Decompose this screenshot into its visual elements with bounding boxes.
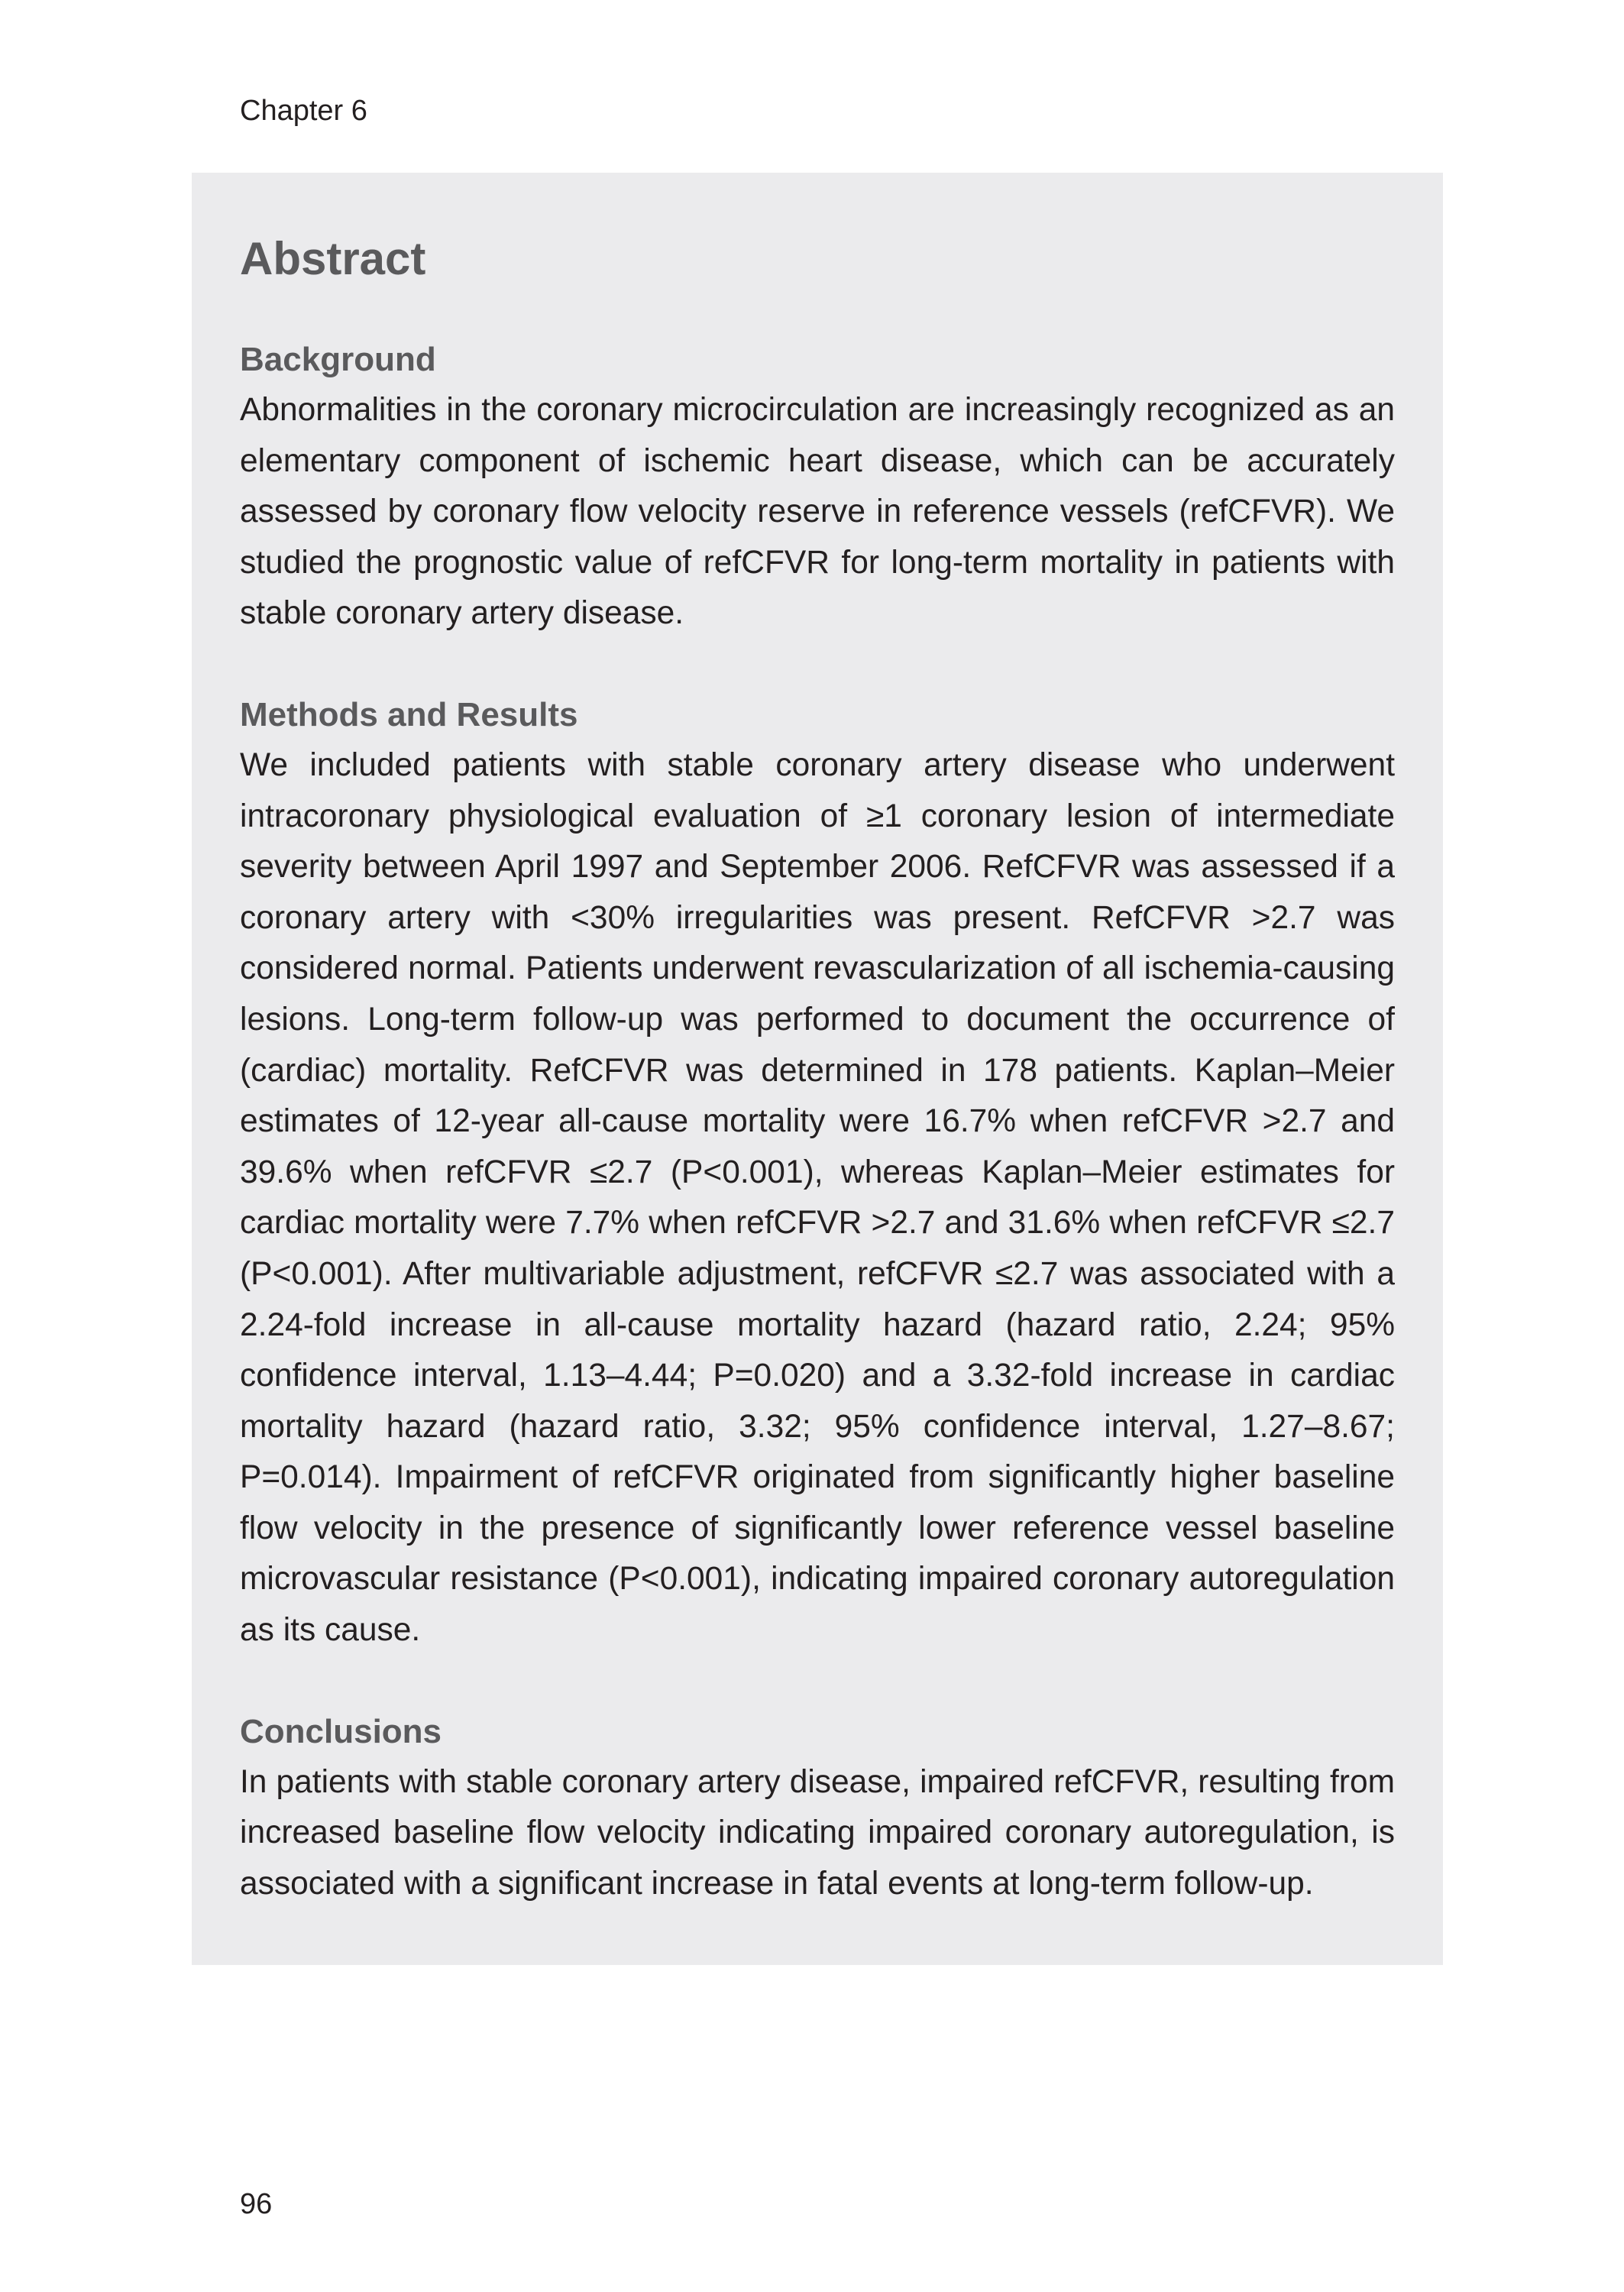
abstract-box [192, 173, 1443, 1965]
section-conclusions [240, 1707, 1395, 1910]
running-header: Chapter 6 [240, 95, 367, 127]
abstract-title: Abstract [240, 233, 426, 284]
section-body-conclusions: In patients with stable coronary artery disease, impaired refCFVR, resulting from increased baseline flow velocity indicating impaired coronary autoregulation, is associated with a significant increase in fatal events at long-term follow-up. [240, 1763, 1395, 1902]
section-heading-conclusions: Conclusions [240, 1712, 442, 1750]
section-methods-results [240, 690, 1395, 1656]
section-body-methods-results: We included patients with stable coronary artery disease who underwent intracoronary physiological evaluation of ≥1 coronary lesion of intermediate severity between April 1997 and September 2006. RefCFVR was assessed if a coronary artery with <30% irregularities was present. RefCFVR >2.7 was considered normal. Patients underwent revascularization of all ischemia-causing lesions. Long-term follow-up was performed to document the occurrence of (cardiac) mortality. RefCFVR was determined in 178 patients. Kaplan–Meier estimates of 12-year all-cause mortality were 16.7% when refCFVR >2.7 and 39.6% when refCFVR ≤2.7 (P<0.001), whereas Kaplan–Meier estimates for cardiac mortality were 7.7% when refCFVR >2.7 and 31.6% when refCFVR ≤2.7 (P<0.001). After multivariable adjustment, refCFVR ≤2.7 was associated with a 2.24-fold increase in all-cause mortality hazard (hazard ratio, 2.24; 95% confidence interval, 1.13–4.44; P=0.020) and a 3.32-fold increase in cardiac mortality hazard (hazard ratio, 3.32; 95% confidence interval, 1.27–8.67; P=0.014). Impairment of refCFVR originated from significantly higher baseline flow velocity in the presence of significantly lower reference vessel baseline microvascular resistance (P<0.001), indicating impaired coronary autoregulation as its cause. [240, 746, 1395, 1649]
section-heading-methods-results: Methods and Results [240, 695, 578, 733]
page-number: 96 [240, 2188, 273, 2220]
section-heading-background: Background [240, 341, 436, 378]
section-body-background: Abnormalities in the coronary microcirculation are increasingly recognized as an elementary component of ischemic heart disease, which can be accurately assessed by coronary flow velocity reserve in reference vessels (refCFVR). We studied the prognostic value of refCFVR for long-term mortality in patients with stable coronary artery disease. [240, 392, 1395, 632]
section-background [240, 335, 1395, 639]
